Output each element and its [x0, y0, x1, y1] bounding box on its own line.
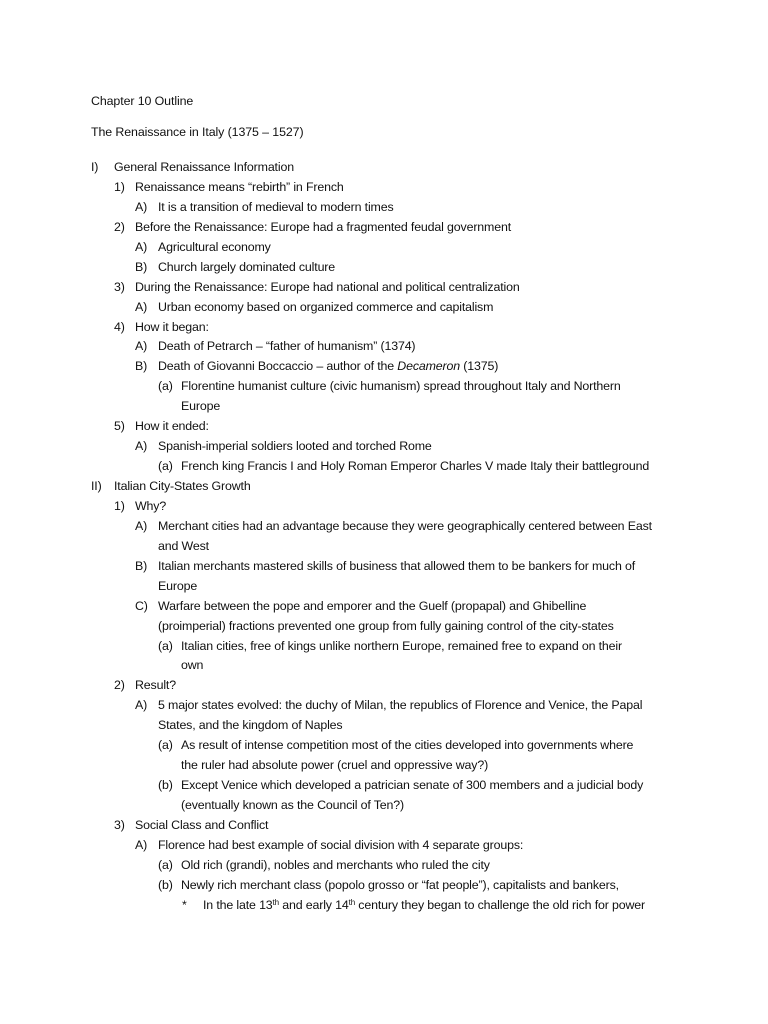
outline-item: [0, 197, 768, 217]
outline-text: In the late 13th and early 14th century they began to challenge the old rich for power: [203, 897, 645, 912]
outline-text: Florentine humanist culture (civic humanism) spread throughout Italy and Northern: [181, 379, 621, 394]
outline-item: [0, 675, 768, 695]
outline-marker: C): [135, 598, 148, 613]
ordinal-suffix: th: [272, 897, 279, 907]
outline-item: [0, 257, 768, 277]
outline-text: Urban economy based on organized commerce and capitalism: [158, 299, 494, 314]
outline-text: Europe: [158, 578, 198, 593]
outline-text: General Renaissance Information: [114, 160, 294, 174]
outline-text: It is a transition of medieval to modern times: [158, 199, 394, 214]
outline-item: [0, 735, 768, 755]
outline-item: [0, 277, 768, 297]
outline-item: [0, 177, 768, 197]
outline-text: and West: [158, 538, 209, 553]
outline-item-continuation: [0, 536, 768, 556]
outline-marker: A): [135, 698, 148, 713]
outline-marker: *: [182, 897, 187, 912]
outline-marker: II): [91, 479, 102, 493]
outline-list: [0, 157, 768, 915]
outline-item: [0, 516, 768, 536]
outline-text: Before the Renaissance: Europe had a fragmented feudal government: [135, 219, 511, 234]
outline-text: How it ended:: [135, 419, 209, 434]
outline-item: [0, 237, 768, 257]
outline-text: own: [181, 658, 204, 673]
outline-text: (proimperial) fractions prevented one group from fully gaining control of the city-states: [158, 618, 614, 633]
outline-text: Warfare between the pope and emporer and the Guelf (propapal) and Ghibelline: [158, 598, 587, 613]
outline-marker: (a): [158, 638, 173, 653]
outline-text: French king Francis I and Holy Roman Emperor Charles V made Italy their battleground: [181, 459, 650, 474]
outline-item: [0, 775, 768, 795]
outline-item-continuation: [0, 655, 768, 675]
outline-item: [0, 476, 768, 496]
outline-item: [0, 356, 768, 376]
outline-item-continuation: [0, 755, 768, 775]
outline-item: [0, 456, 768, 476]
outline-text: How it began:: [135, 319, 209, 334]
outline-item: [0, 416, 768, 436]
outline-text: Spanish-imperial soldiers looted and torched Rome: [158, 439, 432, 454]
outline-item: [0, 695, 768, 715]
outline-text: Europe: [181, 399, 221, 414]
outline-text: Old rich (grandi), nobles and merchants who ruled the city: [181, 857, 490, 872]
outline-text: Newly rich merchant class (popolo grosso or “fat people”), capitalists and bankers,: [181, 877, 619, 892]
outline-text: Florence had best example of social division with 4 separate groups:: [158, 837, 524, 852]
outline-item-continuation: [0, 795, 768, 815]
outline-item: [0, 376, 768, 396]
outline-item: [0, 815, 768, 835]
outline-marker: 2): [114, 678, 125, 693]
outline-marker: B): [135, 359, 148, 374]
outline-item-continuation: [0, 576, 768, 596]
outline-text: Agricultural economy: [158, 239, 271, 254]
outline-marker: (b): [158, 877, 173, 892]
outline-item: [0, 317, 768, 337]
outline-item: [0, 157, 768, 177]
outline-item: [0, 556, 768, 576]
outline-item: [0, 895, 768, 915]
outline-text: Social Class and Conflict: [135, 817, 269, 832]
outline-marker: (a): [158, 857, 173, 872]
outline-item: [0, 855, 768, 875]
outline-marker: A): [135, 439, 148, 454]
outline-marker: 4): [114, 319, 125, 334]
outline-item: [0, 875, 768, 895]
outline-marker: 5): [114, 419, 125, 434]
outline-text: Italian merchants mastered skills of business that allowed them to be bankers for much of: [158, 558, 636, 573]
outline-text: Church largely dominated culture: [158, 259, 336, 274]
outline-text: States, and the kingdom of Naples: [158, 718, 343, 733]
outline-marker: A): [135, 518, 148, 533]
outline-item: [0, 217, 768, 237]
outline-marker: 2): [114, 219, 125, 234]
outline-marker: (a): [158, 738, 173, 753]
outline-marker: 1): [114, 498, 125, 513]
outline-marker: A): [135, 199, 148, 214]
outline-marker: A): [135, 339, 148, 354]
outline-text: As result of intense competition most of the cities developed into governments where: [181, 738, 634, 753]
outline-marker: (a): [158, 379, 173, 394]
outline-item: [0, 336, 768, 356]
outline-text: Italian cities, free of kings unlike northern Europe, remained free to expand on their: [181, 638, 622, 653]
outline-text: During the Renaissance: Europe had national and political centralization: [135, 279, 520, 294]
outline-item: [0, 496, 768, 516]
outline-marker: I): [91, 160, 99, 174]
outline-marker: 1): [114, 179, 125, 194]
outline-marker: A): [135, 239, 148, 254]
outline-marker: (a): [158, 459, 173, 474]
outline-item-continuation: [0, 715, 768, 735]
page-subtitle: The Renaissance in Italy (1375 – 1527): [91, 125, 304, 139]
outline-text: 5 major states evolved: the duchy of Milan, the republics of Florence and Venice, the Papal: [158, 698, 643, 713]
outline-text: Death of Petrarch – “father of humanism” (1374): [158, 339, 416, 354]
outline-item: [0, 436, 768, 456]
outline-marker: A): [135, 299, 148, 314]
outline-marker: B): [135, 259, 148, 274]
outline-marker: A): [135, 837, 148, 852]
outline-text: Result?: [135, 678, 176, 693]
outline-item: [0, 636, 768, 656]
outline-marker: 3): [114, 817, 125, 832]
outline-item: [0, 835, 768, 855]
outline-text: the ruler had absolute power (cruel and oppressive way?): [181, 758, 489, 773]
outline-item-continuation: [0, 396, 768, 416]
outline-text: Why?: [135, 498, 167, 513]
outline-text: Italian City-States Growth: [114, 479, 251, 493]
outline-text: Renaissance means “rebirth” in French: [135, 179, 344, 194]
outline-text: Except Venice which developed a patrician senate of 300 members and a judicial body: [181, 778, 644, 793]
outline-item-continuation: [0, 616, 768, 636]
outline-marker: 3): [114, 279, 125, 294]
outline-marker: (b): [158, 778, 173, 793]
outline-item: [0, 297, 768, 317]
outline-text: Death of Giovanni Boccaccio – author of the Decameron (1375): [158, 359, 499, 374]
outline-text: Merchant cities had an advantage because they were geographically centered between East: [158, 518, 652, 533]
outline-item: [0, 596, 768, 616]
page-title: Chapter 10 Outline: [91, 94, 194, 108]
ordinal-suffix: th: [348, 897, 355, 907]
book-title: Decameron: [397, 359, 460, 374]
outline-text: (eventually known as the Council of Ten?): [181, 798, 404, 812]
outline-marker: B): [135, 558, 148, 573]
